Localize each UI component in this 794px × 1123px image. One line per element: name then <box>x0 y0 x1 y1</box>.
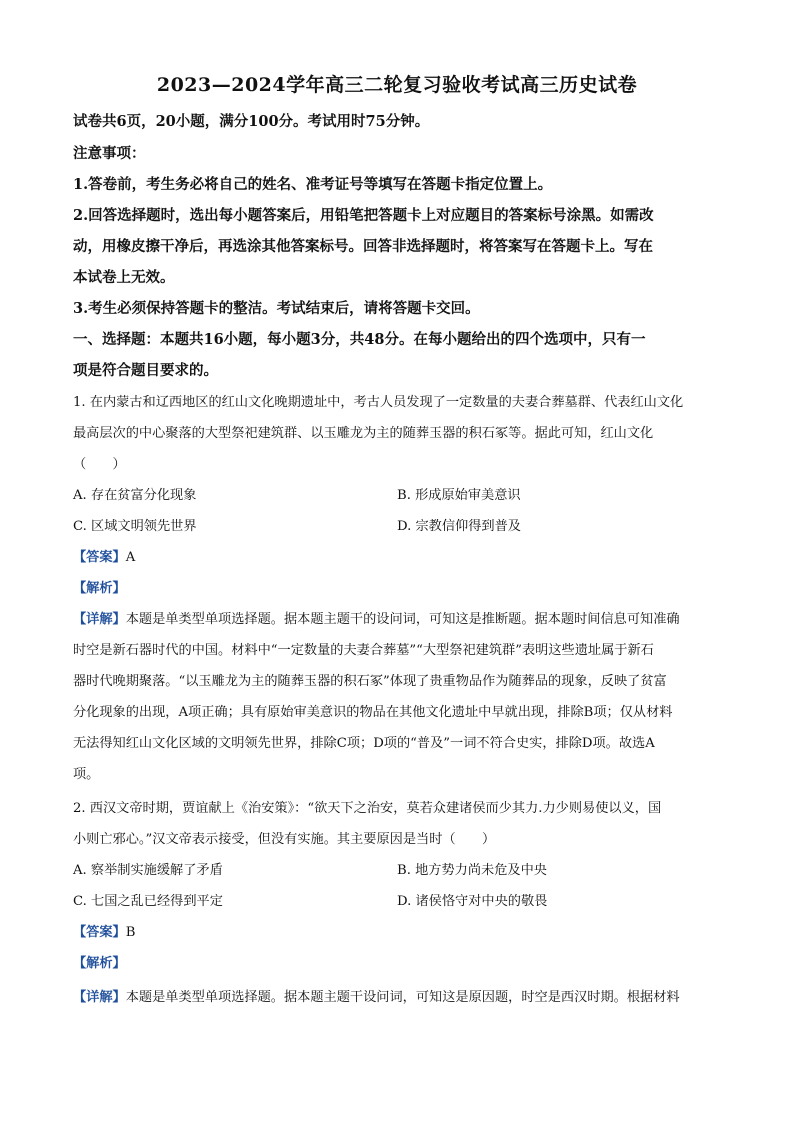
q1-detail-line-3: 器时代晚期聚落。“以玉雕龙为主的随葬玉器的积石冢”体现了贵重物品作为随葬品的现象，反映了贫富 <box>73 674 667 689</box>
note-2-line-1: 2.回答选择题时，选出每小题答案后，用铅笔把答题卡上对应题目的答案标号涂黑。如需改 <box>73 207 654 224</box>
q1-detail-line-2: 时空是新石器时代的中国。材料中“一定数量的夫妻合葬墓”“大型祭祀建筑群”表明这些遗址属于新石 <box>73 643 654 658</box>
q1-analysis-label: 【解析】 <box>73 581 126 596</box>
q1-detail-line-4: 分化现象的出现，A项正确；具有原始审美意识的物品在其他文化遗址中早就出现，排除B项；仅从材料 <box>73 705 673 720</box>
q2-option-a: A. 察举制实施缓解了矛盾 <box>73 863 223 878</box>
note-1: 1.答卷前，考生务必将自己的姓名、准考证号等填写在答题卡指定位置上。 <box>73 176 553 193</box>
section-heading-line-2: 项是符合题目要求的。 <box>73 362 218 379</box>
exam-intro: 试卷共6页，20小题，满分100分。考试用时75分钟。 <box>73 113 430 130</box>
q1-detail-line-5: 无法得知红山文化区域的文明领先世界，排除C项；D项的“普及”一词不符合史实，排除D项。故选A <box>73 736 655 751</box>
q1-stem-line-3: （ ） <box>73 457 126 472</box>
q1-option-b: B. 形成原始审美意识 <box>397 488 521 503</box>
q2-option-b: B. 地方势力尚未危及中央 <box>397 863 547 878</box>
q2-answer <box>73 921 135 940</box>
q2-stem-line-2: 小则亡邪心。”汉文帝表示接受，但没有实施。其主要原因是当时（ ） <box>73 832 496 847</box>
q2-option-c: C. 七国之乱已经得到平定 <box>73 894 223 909</box>
q2-option-d: D. 诸侯恪守对中央的敬畏 <box>397 894 548 909</box>
q1-detail-line-1 <box>73 608 680 627</box>
q2-detail-text-1: 本题是单类型单项选择题。据本题主题干设问词，可知这是原因题，时空是西汉时期。根据材料 <box>125 990 680 1005</box>
q2-detail-label: 【详解】 <box>73 990 126 1005</box>
q1-detail-label: 【详解】 <box>73 612 126 627</box>
page-title: 2023—2024学年高三二轮复习验收考试高三历史试卷 <box>156 74 638 96</box>
q1-stem-line-2: 最高层次的中心聚落的大型祭祀建筑群、以玉雕龙为主的随葬玉器的积石冢等。据此可知，红山文化 <box>73 426 654 441</box>
note-2-line-2: 动，用橡皮擦干净后，再选涂其他答案标号。回答非选择题时，将答案写在答题卡上。写在 <box>73 238 653 255</box>
q2-analysis-label: 【解析】 <box>73 956 126 971</box>
q2-detail-line-1 <box>73 986 680 1005</box>
section-heading-line-1: 一、选择题：本题共16小题，每小题3分，共48分。在每小题给出的四个选项中，只有一 <box>73 331 646 348</box>
q2-stem-line-1: 2. 西汉文帝时期，贾谊献上《治安策》：“欲天下之治安，莫若众建诸侯而少其力.力少则易使以义，国 <box>73 801 662 816</box>
q2-answer-label: 【答案】 <box>73 925 126 940</box>
q1-detail-text-1: 本题是单类型单项选择题。据本题主题干的设问词，可知这是推断题。据本题时间信息可知准确 <box>125 612 680 627</box>
note-2-line-3: 本试卷上无效。 <box>73 269 175 286</box>
q1-answer-label: 【答案】 <box>73 550 126 565</box>
q1-detail-line-6: 项。 <box>73 767 100 782</box>
q1-answer <box>73 546 135 565</box>
q1-stem-line-1: 1. 在内蒙古和辽西地区的红山文化晚期遗址中，考古人员发现了一定数量的夫妻合葬墓群、代表红山文化 <box>73 395 684 410</box>
notes-heading: 注意事项： <box>73 145 146 162</box>
q1-option-d: D. 宗教信仰得到普及 <box>397 519 521 534</box>
q1-answer-value: A <box>125 550 136 565</box>
q1-option-c: C. 区域文明领先世界 <box>73 519 197 534</box>
q2-answer-value: B <box>125 925 136 940</box>
q1-option-a: A. 存在贫富分化现象 <box>73 488 197 503</box>
note-3: 3.考生必须保持答题卡的整洁。考试结束后，请将答题卡交回。 <box>73 300 480 317</box>
